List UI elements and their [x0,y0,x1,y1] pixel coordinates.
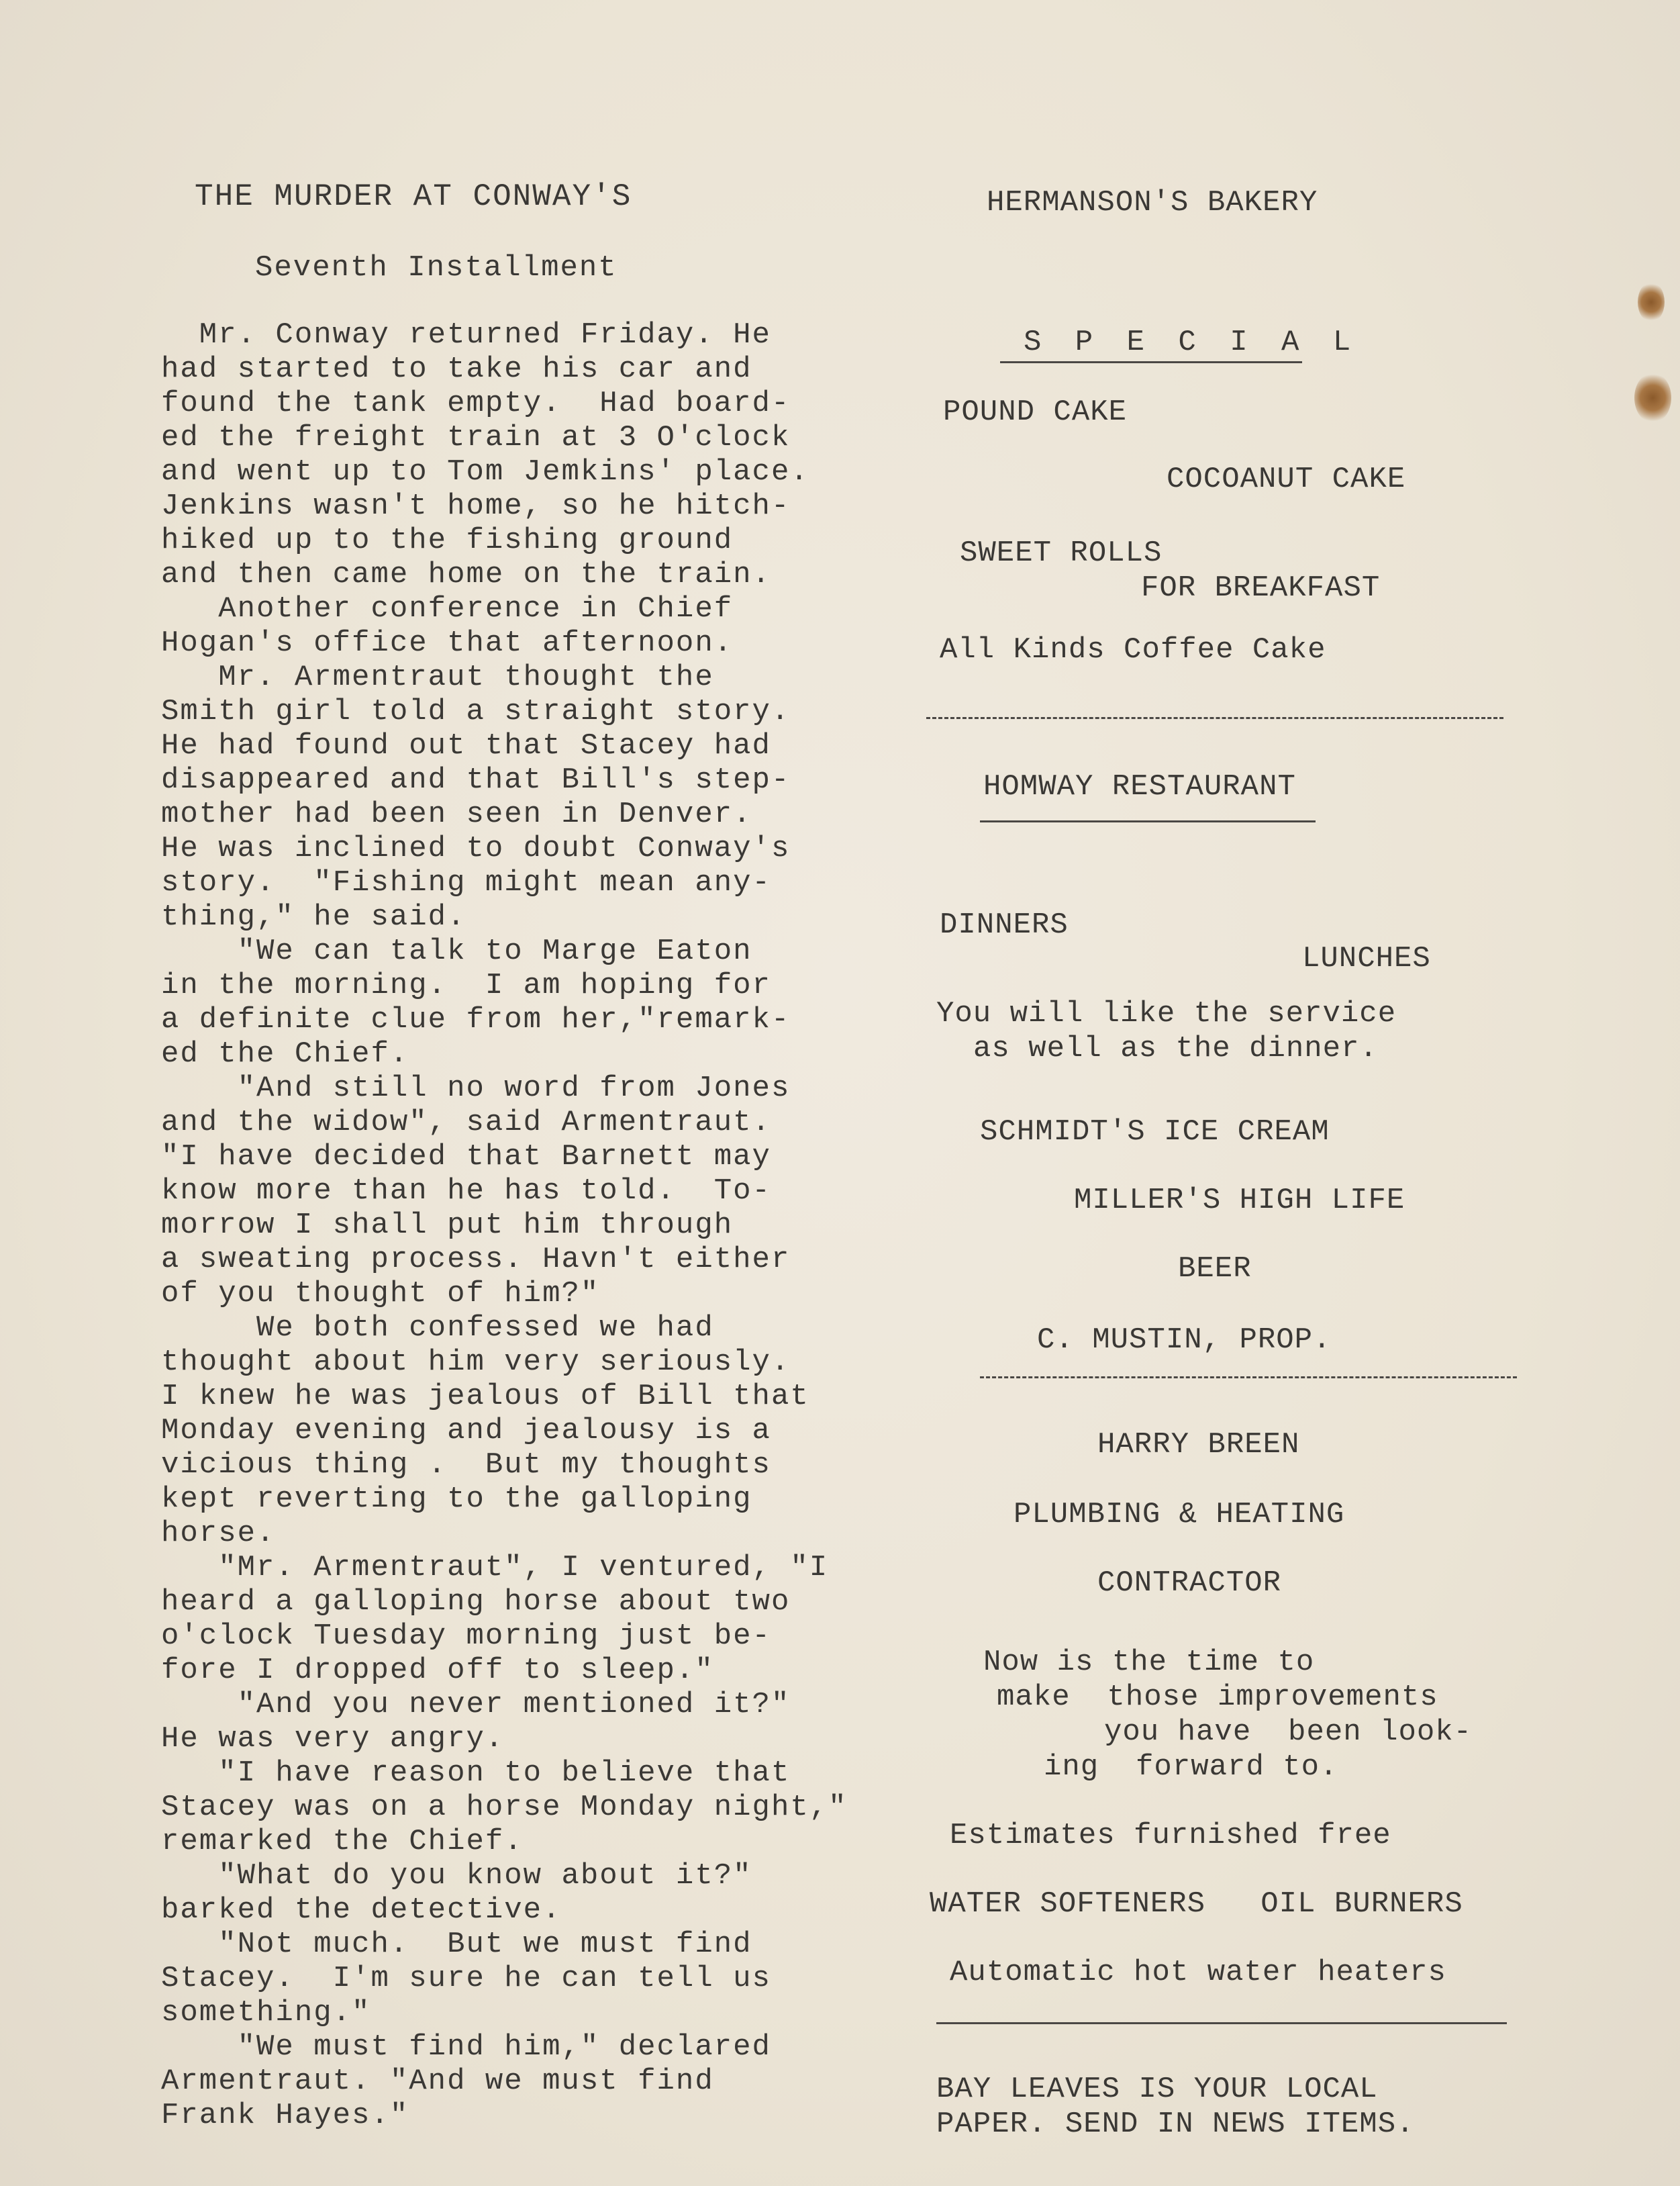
bakery-item-cocoanut-cake: COCOANUT CAKE [1167,463,1406,496]
plumber-pitch-line1: Now is the time to [983,1646,1315,1679]
story-line: Stacey was on a horse Monday night," [161,1791,848,1824]
rust-stain-upper [1638,282,1665,322]
story-title: THE MURDER AT CONWAY'S [195,179,632,214]
story-line: thought about him very seriously. [161,1345,791,1379]
story-line: We both confessed we had [161,1311,714,1345]
restaurant-service-line2: as well as the dinner. [973,1032,1378,1065]
plumber-pitch-line4: ing forward to. [1044,1750,1338,1784]
story-line: and went up to Tom Jemkins' place. [161,455,809,489]
restaurant-high-life: MILLER'S HIGH LIFE [1074,1184,1405,1217]
story-line: "I have decided that Barnett may [161,1140,771,1174]
story-line: mother had been seen in Denver. [161,798,752,831]
plumber-contractor: CONTRACTOR [1097,1566,1282,1600]
restaurant-dinners: DINNERS [940,908,1069,942]
plumber-name: HARRY BREEN [1097,1428,1300,1462]
special-underline [1000,361,1302,363]
story-line: had started to take his car and [161,352,752,386]
story-line: Frank Hayes." [161,2099,409,2132]
story-subtitle: Seventh Installment [255,251,617,285]
restaurant-ice-cream: SCHMIDT'S ICE CREAM [980,1115,1330,1149]
story-line: heard a galloping horse about two [161,1585,791,1619]
story-line: and the widow", said Armentraut. [161,1106,771,1139]
story-line: of you thought of him?" [161,1277,600,1311]
story-line: o'clock Tuesday morning just be- [161,1619,771,1653]
story-line: in the morning. I am hoping for [161,969,771,1002]
story-column [161,181,886,2133]
story-line: Stacey. I'm sure he can tell us [161,1962,771,1995]
story-line: fore I dropped off to sleep." [161,1654,714,1687]
divider-1 [926,717,1503,719]
story-line: Hogan's office that afternoon. [161,626,734,660]
plumber-pitch-line2: make those improvements [997,1680,1438,1714]
plumber-estimates: Estimates furnished free [950,1819,1391,1852]
story-line: "Not much. But we must find [161,1928,752,1961]
plumber-trade: PLUMBING & HEATING [1014,1498,1345,1531]
story-line: Mr. Armentraut thought the [161,661,714,694]
bakery-item-for-breakfast: FOR BREAKFAST [1141,571,1381,605]
story-line: He was inclined to doubt Conway's [161,832,791,865]
footer-line1: BAY LEAVES IS YOUR LOCAL [936,2073,1378,2106]
story-line: hiked up to the fishing ground [161,524,734,557]
story-line: Jenkins wasn't home, so he hitch- [161,489,791,523]
story-line: "And still no word from Jones [161,1072,791,1105]
story-line: "We can talk to Marge Eaton [161,935,752,968]
story-line: "I have reason to believe that [161,1756,791,1790]
story-text [161,318,886,2133]
rust-stain-lower [1634,373,1671,423]
story-line: "What do you know about it?" [161,1859,752,1893]
story-line: "We must find him," declared [161,2030,771,2064]
restaurant-service-line1: You will like the service [936,997,1397,1031]
divider-2 [980,1376,1517,1378]
story-line: Another conference in Chief [161,592,734,626]
story-line: barked the detective. [161,1893,562,1927]
story-line: ed the freight train at 3 O'clock [161,421,791,455]
story-line: vicious thing . But my thoughts [161,1448,771,1482]
story-line: He had found out that Stacey had [161,729,771,763]
plumber-products: WATER SOFTENERS OIL BURNERS [930,1887,1463,1921]
plumber-pitch-line3: you have been look- [1104,1715,1473,1749]
restaurant-name: HOMWAY RESTAURANT [983,770,1296,804]
story-line: a definite clue from her,"remark- [161,1003,791,1037]
story-line: remarked the Chief. [161,1825,524,1858]
story-line: Mr. Conway returned Friday. He [161,318,771,352]
story-line: disappeared and that Bill's step- [161,763,791,797]
story-line: and then came home on the train. [161,558,771,591]
story-line: something." [161,1996,371,2030]
story-line: Monday evening and jealousy is a [161,1414,771,1447]
bakery-name: HERMANSON'S BAKERY [987,186,1318,220]
story-line: He was very angry. [161,1722,505,1756]
story-line: found the tank empty. Had board- [161,387,791,420]
story-line: horse. [161,1517,276,1550]
story-line: kept reverting to the galloping [161,1482,752,1516]
divider-3 [936,2022,1507,2024]
restaurant-underline [980,820,1316,822]
bakery-item-sweet-rolls: SWEET ROLLS [960,536,1163,570]
story-line: Smith girl told a straight story. [161,695,791,728]
story-line: "Mr. Armentraut", I ventured, "I [161,1551,829,1584]
plumber-heaters: Automatic hot water heaters [950,1956,1446,1989]
story-line: story. "Fishing might mean any- [161,866,771,900]
story-line: morrow I shall put him through [161,1208,734,1242]
story-line: "And you never mentioned it?" [161,1688,791,1721]
story-line: know more than he has told. To- [161,1174,771,1208]
story-line: thing," he said. [161,900,466,934]
restaurant-lunches: LUNCHES [1302,942,1431,976]
story-line: I knew he was jealous of Bill that [161,1380,809,1413]
restaurant-proprietor: C. MUSTIN, PROP. [1037,1323,1332,1357]
bakery-special-heading: S P E C I A L [1024,326,1359,359]
story-line: Armentraut. "And we must find [161,2064,714,2098]
bakery-item-pound-cake: POUND CAKE [943,395,1128,429]
footer-line2: PAPER. SEND IN NEWS ITEMS. [936,2107,1415,2141]
restaurant-beer: BEER [1178,1252,1252,1286]
story-line: a sweating process. Havn't either [161,1243,791,1276]
story-line: ed the Chief. [161,1037,409,1071]
bakery-item-coffee-cake: All Kinds Coffee Cake [940,633,1326,667]
